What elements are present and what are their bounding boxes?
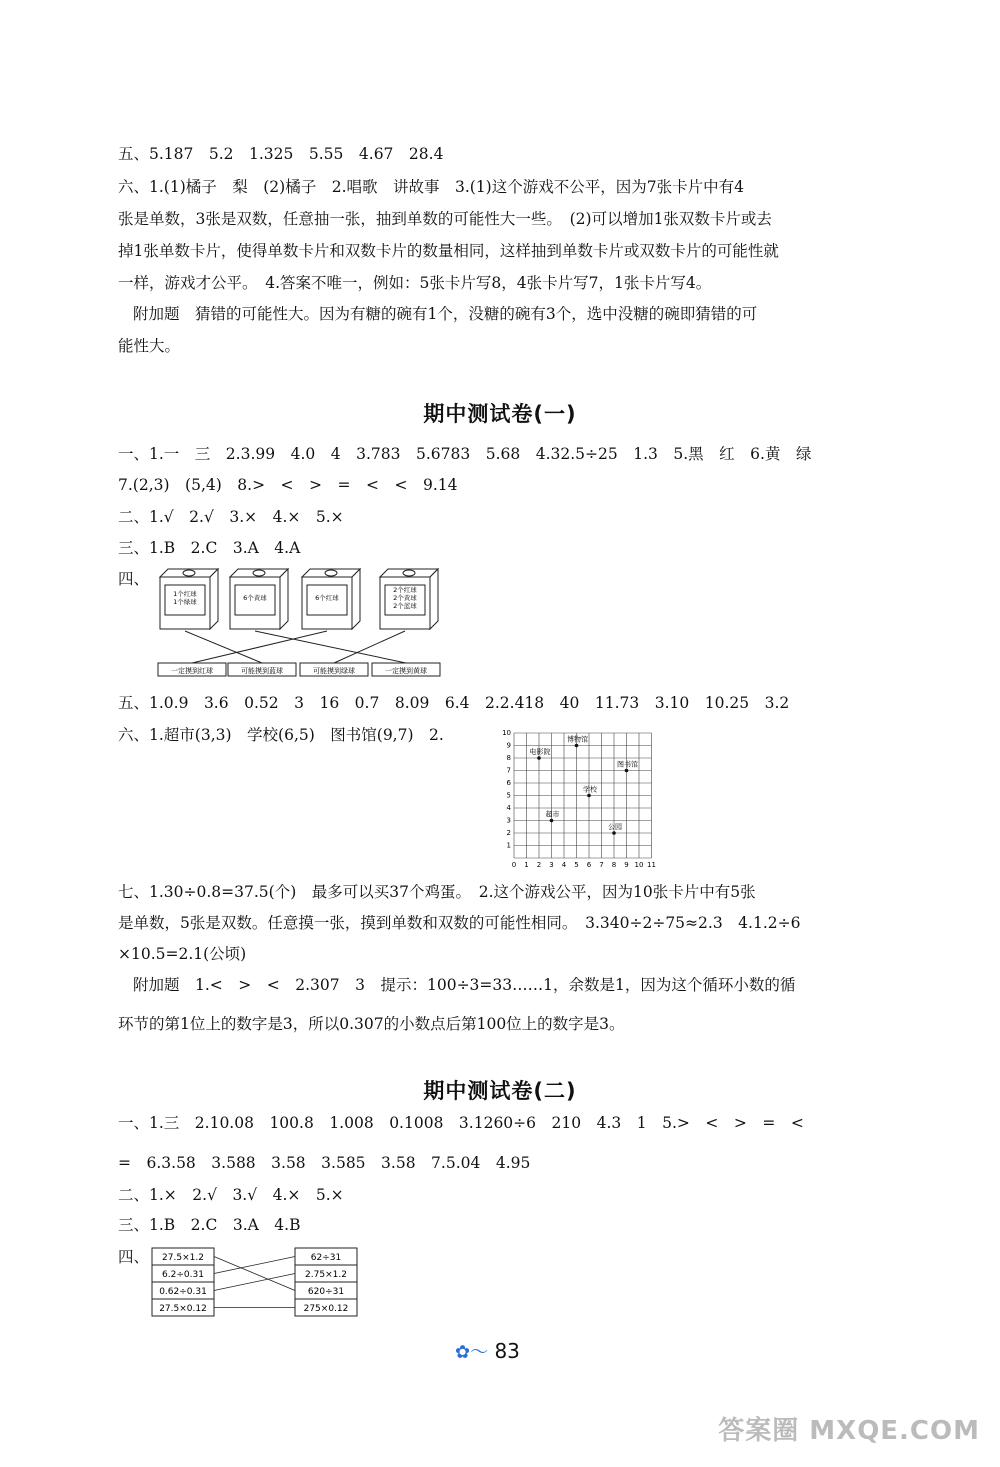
box-text: 6个黄球 [243,594,267,602]
box-text: 2个红球 [393,586,417,594]
y-tick-label: 7 [506,766,511,775]
y-tick-label: 5 [506,791,511,800]
section-title: 期中测试卷(一) [423,402,577,426]
answer-line: 三、1.B 2.C 3.A 4.A [118,539,301,557]
box-hole [183,570,195,576]
grid-point [550,819,554,823]
grid-point [612,831,616,835]
flower-icon: ✿～ [455,1342,489,1363]
x-tick-label: 7 [599,861,604,869]
box-hole [253,570,265,576]
x-tick-label: 11 [647,861,656,869]
box-text: 6个红球 [315,594,339,602]
box-matching-diagram [150,565,450,680]
grid-point-label: 超市 [545,810,560,819]
y-tick-label: 2 [506,829,511,837]
x-tick-label: 9 [624,861,629,869]
grid-point-label: 电影院 [529,748,551,756]
answer-line: ×10.5=2.1(公顷) [118,945,247,963]
section-title: 期中测试卷(二) [423,1079,577,1103]
box-text: 2个黄球 [393,594,417,602]
right-expression: 2.75×1.2 [305,1270,347,1280]
match-line [214,1257,295,1274]
answer-line: 附加题 猜错的可能性大。因为有糖的碗有1个，没糖的碗有3个，选中没糖的碗即猜错的可 [133,305,758,323]
match-line [334,631,405,663]
x-tick-label: 1 [524,861,529,869]
right-expression: 62÷31 [310,1253,342,1263]
answer-line: 五、1.0.9 3.6 0.52 3 16 0.7 8.09 6.4 2.2.418 40 11.73 3.10 10.25 3.2 [118,694,790,712]
left-expression: 6.2÷0.31 [162,1270,204,1280]
answer-line: = 6.3.58 3.588 3.58 3.585 3.58 7.5.04 4.95 [118,1154,531,1172]
left-expression: 0.62÷0.31 [159,1287,207,1297]
answer-line: 能性大。 [118,337,181,355]
x-tick-label: 0 [511,861,517,869]
answer-line: 一、1.一 三 2.3.99 4.0 4 3.783 5.6783 5.68 4.32.5÷25 1.3 5.黑 红 6.黄 绿 [118,445,812,463]
match-line [214,1274,295,1291]
grid-point-label: 学校 [583,785,597,794]
answer-line: 7.(2,3) (5,4) 8.> < > = < < 9.14 [118,476,458,494]
answer-line: 张是单数，3张是双数，任意抽一张，抽到单数的可能性大一些。 (2)可以增加1张双数卡片或去 [118,210,772,228]
box-text: 1个红球 [173,590,197,598]
y-tick-label: 6 [506,779,511,787]
answer-line: 六、1.超市(3,3) 学校(6,5) 图书馆(9,7) 2. [118,726,444,744]
match-line [192,631,327,663]
label-text: 可能摸到绿球 [313,667,355,675]
grid-point [537,756,541,760]
answer-line: 一、1.三 2.10.08 100.8 1.008 0.1008 3.1260÷6 210 4.3 1 5.> < > = < [118,1114,804,1132]
answer-line: 四、 [118,570,150,588]
match-line [185,631,262,663]
x-tick-label: 5 [574,861,579,869]
y-tick-label: 10 [502,729,511,737]
answer-line: 三、1.B 2.C 3.A 4.B [118,1216,301,1234]
grid-point [575,744,579,748]
label-text: 一定摸到黄球 [385,667,427,675]
coordinate-grid [502,723,670,869]
answer-line: 五、5.187 5.2 1.325 5.55 4.67 28.4 [118,145,444,163]
match-line [214,1257,295,1291]
y-tick-label: 4 [506,804,511,812]
answer-line: 一样，游戏才公平。 4.答案不唯一，例如：5张卡片写8，4张卡片写7，1张卡片写4。 [118,274,712,292]
page-number [455,1338,520,1364]
answer-line: 七、1.30÷0.8=37.5(个) 最多可以买37个鸡蛋。 2.这个游戏公平，因为10张卡片中有5张 [118,883,756,901]
box-side [430,569,438,629]
grid-point-label: 图书馆 [617,760,638,769]
answer-line: 二、1.× 2.√ 3.√ 4.× 5.× [118,1186,344,1204]
x-tick-label: 4 [561,861,567,869]
watermark: 答案圈 MXQE.COM [718,1416,980,1446]
right-expression: 275×0.12 [303,1304,349,1314]
x-tick-label: 6 [586,861,592,869]
box-side [280,569,288,629]
answer-line: 环节的第1位上的数字是3，所以0.307的小数点后第100位上的数字是3。 [118,1015,625,1033]
x-tick-label: 3 [549,861,554,869]
x-tick-label: 8 [611,861,617,869]
right-expression: 620÷31 [307,1287,345,1297]
x-tick-label: 10 [634,861,644,869]
box-text: 1个绿球 [173,598,197,606]
answer-line: 四、 [118,1248,150,1266]
answer-line: 是单数，5张是双数。任意摸一张，摸到单数和双数的可能性相同。 3.340÷2÷75≈2.3 4.1.2÷6 [118,914,801,932]
box-text: 2个蓝球 [393,602,417,610]
grid-point-label: 公园 [608,823,622,831]
answer-line: 附加题 1.< > < 2.307 3 提示：100÷3=33……1，余数是1，因为这个循环小数的循 [133,976,796,994]
answer-line: 掉1张单数卡片，使得单数卡片和双数卡片的数量相同，这样抽到单数卡片或双数卡片的可能性就 [118,242,779,260]
box-side [210,569,218,629]
grid-point [625,769,629,773]
y-tick-label: 9 [506,741,511,750]
box-hole [403,570,415,576]
y-tick-label: 8 [506,754,511,762]
label-text: 可能摸到蓝球 [241,667,283,675]
answer-line: 六、1.(1)橘子 梨 (2)橘子 2.唱歌 讲故事 3.(1)这个游戏不公平，因为7张卡片中有4 [118,178,744,196]
match-line [255,631,406,663]
y-tick-label: 3 [506,816,511,825]
left-expression: 27.5×1.2 [162,1253,204,1263]
label-text: 一定摸到红球 [171,667,213,675]
box-side [352,569,360,629]
grid-point [587,794,591,798]
expression-matching-diagram [150,1244,360,1322]
answer-line: 二、1.√ 2.√ 3.× 4.× 5.× [118,508,344,526]
grid-point-label: 博物馆 [567,735,588,744]
box-hole [325,570,337,576]
x-tick-label: 2 [536,861,542,869]
left-expression: 27.5×0.12 [159,1304,207,1314]
y-tick-label: 1 [506,841,511,850]
page-number-value: 83 [494,1339,520,1363]
